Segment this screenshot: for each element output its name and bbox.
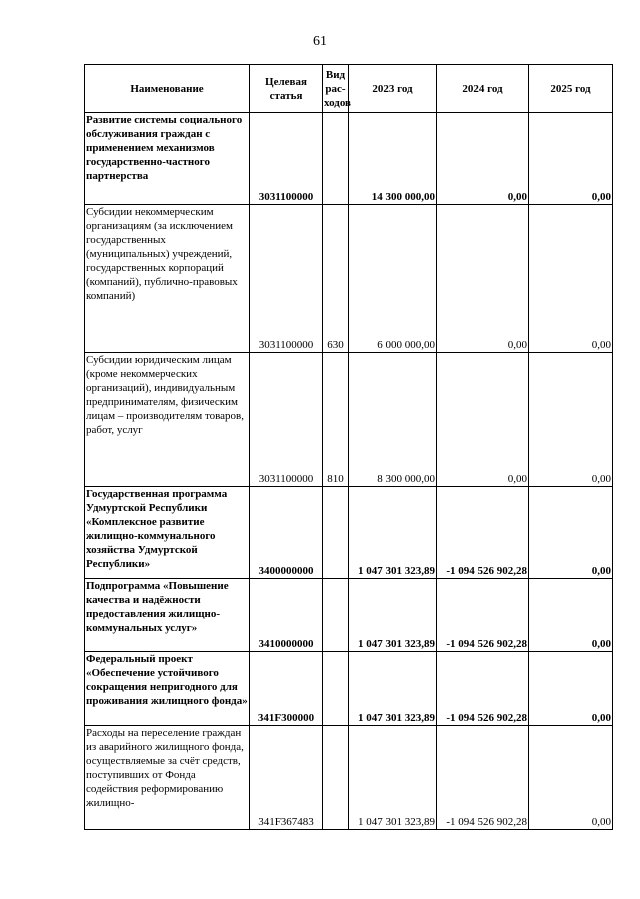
page-number: 61	[313, 34, 327, 49]
row-2025: 0,00	[529, 113, 613, 205]
row-2023: 1 047 301 323,89	[349, 579, 437, 652]
row-2024: 0,00	[437, 205, 529, 353]
row-2024: -1 094 526 902,28	[437, 652, 529, 726]
row-target: 341F367483	[250, 726, 323, 830]
row-target: 3400000000	[250, 487, 323, 579]
row-target: 3031100000	[250, 205, 323, 353]
row-kind	[323, 652, 349, 726]
row-target: 3410000000	[250, 579, 323, 652]
row-target: 341F300000	[250, 652, 323, 726]
header-name: Наименование	[85, 65, 250, 113]
row-kind	[323, 726, 349, 830]
row-2023: 1 047 301 323,89	[349, 726, 437, 830]
row-2025: 0,00	[529, 579, 613, 652]
table-row	[85, 487, 613, 579]
row-name: Подпрограмма «Повышение качества и надёжности предоставления жилищно-коммунальных услуг»	[85, 579, 250, 652]
row-2025: 0,00	[529, 205, 613, 353]
budget-table	[84, 64, 613, 830]
row-name: Развитие системы социального обслуживания граждан с применением механизмов государственно-частного партнерства	[85, 113, 250, 205]
header-2024: 2024 год	[437, 65, 529, 113]
row-name: Федеральный проект «Обеспечение устойчивого сокращения непригодного для проживания жилищного фонда»	[85, 652, 250, 726]
row-2024: -1 094 526 902,28	[437, 726, 529, 830]
row-kind: 810	[323, 353, 349, 487]
row-2024: -1 094 526 902,28	[437, 487, 529, 579]
row-target: 3031100000	[250, 113, 323, 205]
row-target: 3031100000	[250, 353, 323, 487]
header-2023: 2023 год	[349, 65, 437, 113]
row-kind	[323, 487, 349, 579]
table-row	[85, 652, 613, 726]
row-2024: 0,00	[437, 113, 529, 205]
row-name: Субсидии юридическим лицам (кроме некоммерческих организаций), индивидуальным предпринимателям, физическим лицам – производителям товаров, работ, услуг	[85, 353, 250, 487]
row-name: Субсидии некоммерческим организациям (за исключением государственных (муниципальных) учреждений, государственных корпораций (компаний), публично-правовых компаний)	[85, 205, 250, 353]
table-row	[85, 205, 613, 353]
row-name: Государственная программа Удмуртской Республики «Комплексное развитие жилищно-коммунального хозяйства Удмуртской Республики»	[85, 487, 250, 579]
row-2025: 0,00	[529, 726, 613, 830]
row-kind	[323, 579, 349, 652]
row-2025: 0,00	[529, 353, 613, 487]
row-2023: 8 300 000,00	[349, 353, 437, 487]
row-2023: 14 300 000,00	[349, 113, 437, 205]
row-2024: 0,00	[437, 353, 529, 487]
row-2023: 1 047 301 323,89	[349, 487, 437, 579]
row-name: Расходы на переселение граждан из аварийного жилищного фонда, осуществляемые за счёт средств, поступивших от Фонда содействия реформированию жилищно-	[85, 726, 250, 830]
row-2025: 0,00	[529, 652, 613, 726]
row-2024: -1 094 526 902,28	[437, 579, 529, 652]
table-row	[85, 726, 613, 830]
row-2023: 6 000 000,00	[349, 205, 437, 353]
table-row	[85, 113, 613, 205]
table-row	[85, 353, 613, 487]
row-2025: 0,00	[529, 487, 613, 579]
row-kind: 630	[323, 205, 349, 353]
row-kind	[323, 113, 349, 205]
row-2023: 1 047 301 323,89	[349, 652, 437, 726]
header-2025: 2025 год	[529, 65, 613, 113]
table-row	[85, 579, 613, 652]
header-target-article: Целевая статья	[250, 65, 323, 113]
header-expense-type: Вид рас-ходов	[323, 65, 349, 113]
table-header-row	[85, 65, 613, 113]
